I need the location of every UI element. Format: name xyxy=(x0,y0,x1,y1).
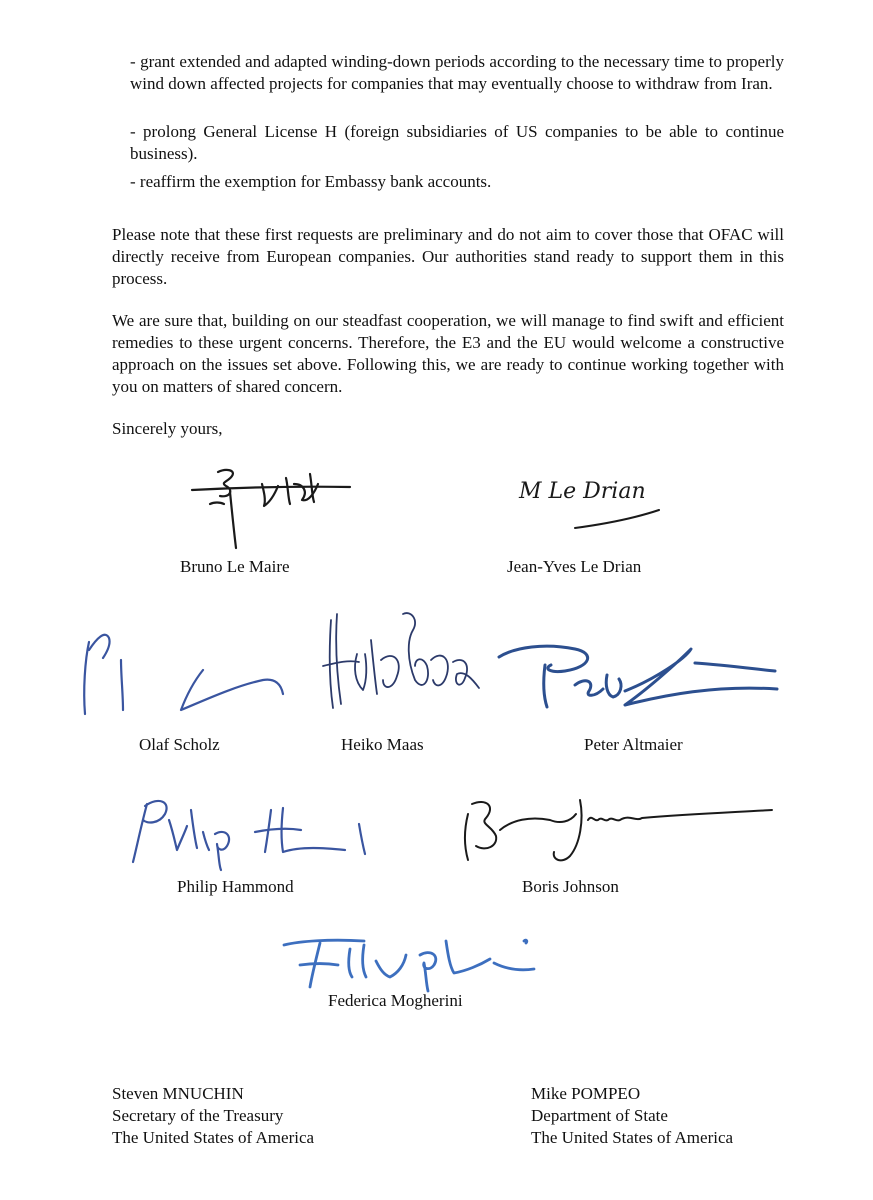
signature-le-drian xyxy=(515,468,675,540)
recipient-mnuchin-country: The United States of America xyxy=(112,1128,315,1147)
recipient-pompeo-name: Mike POMPEO xyxy=(531,1084,641,1103)
signature-hammond xyxy=(125,790,385,870)
signature-scholz xyxy=(75,620,295,720)
signer-name-johnson: Boris Johnson xyxy=(522,877,619,896)
recipient-pompeo xyxy=(531,1083,733,1149)
signer-name-hammond: Philip Hammond xyxy=(177,877,294,896)
signer-name-mogherini: Federica Mogherini xyxy=(328,991,463,1010)
signer-name-scholz: Olaf Scholz xyxy=(139,735,220,754)
paragraph-preliminary-requests: Please note that these first requests are preliminary and do not aim to cover those that OFAC will directly receive from European companies. Our authorities stand ready to support them in this process. xyxy=(112,225,784,288)
paragraph-cooperation: We are sure that, building on our steadfast cooperation, we will manage to find swift and efficient remedies to these urgent concerns. Therefore, the E3 and the EU would welcome a constructive approach on the issues set above. Following this, we are ready to continue working together with you on matters of shared concern. xyxy=(112,311,784,396)
signature-mogherini xyxy=(280,925,540,995)
signature-altmaier xyxy=(495,635,785,715)
recipient-mnuchin-name: Steven MNUCHIN xyxy=(112,1084,244,1103)
closing-salutation: Sincerely yours, xyxy=(112,419,223,438)
recipient-pompeo-title: Department of State xyxy=(531,1106,668,1125)
signature-johnson xyxy=(460,790,780,870)
recipient-mnuchin-title: Secretary of the Treasury xyxy=(112,1106,284,1125)
recipient-pompeo-country: The United States of America xyxy=(531,1128,734,1147)
signer-name-le-drian: Jean-Yves Le Drian xyxy=(507,557,642,576)
signature-le-maire xyxy=(190,462,360,552)
signer-name-le-maire: Bruno Le Maire xyxy=(180,557,290,576)
signature-maas xyxy=(315,600,490,720)
bullet-embassy-accounts: - reaffirm the exemption for Embassy bank accounts. xyxy=(130,172,492,191)
signer-name-maas: Heiko Maas xyxy=(341,735,424,754)
bullet-general-license: - prolong General License H (foreign subsidiaries of US companies to be able to continue business). xyxy=(130,122,784,163)
signature-le-drian-text: M Le Drian xyxy=(519,479,646,504)
signer-name-altmaier: Peter Altmaier xyxy=(584,735,683,754)
bullet-winding-down: - grant extended and adapted winding-down periods according to the necessary time to properly wind down affected projects for companies that may eventually choose to withdraw from Iran. xyxy=(130,52,784,93)
recipient-mnuchin xyxy=(112,1083,314,1149)
